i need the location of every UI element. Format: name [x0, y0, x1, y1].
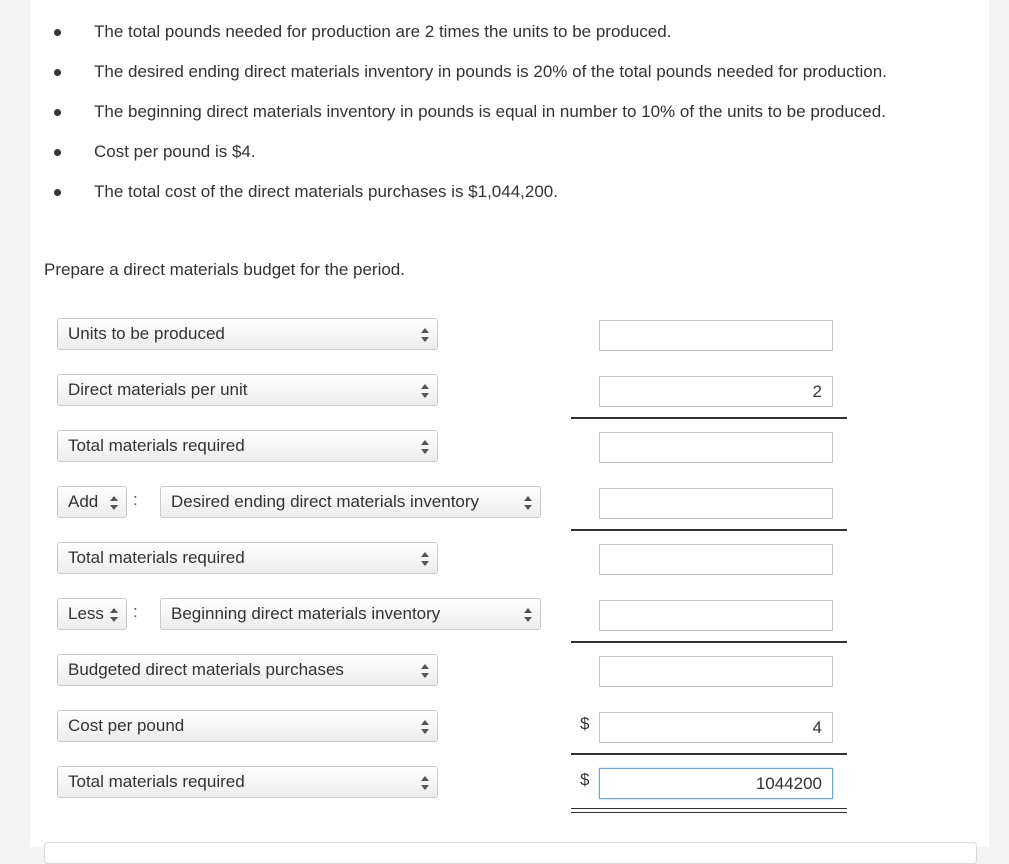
- list-item-text: Cost per pound is $4.: [94, 142, 256, 161]
- list-item-text: The total pounds needed for production are 2 times the units to be produced.: [94, 22, 672, 41]
- line-item-dropdown[interactable]: [57, 374, 438, 406]
- budget-row-total-materials-required: [30, 542, 989, 598]
- updown-arrows-icon: [421, 664, 429, 678]
- budget-row-total-cost: [30, 766, 989, 822]
- line-item-dropdown-value: Units to be produced: [68, 324, 225, 343]
- updown-arrows-icon: [524, 608, 532, 622]
- updown-arrows-icon: [110, 608, 118, 622]
- list-item-text: The total cost of the direct materials purchases is $1,044,200.: [94, 182, 558, 201]
- bullet-dot: [54, 109, 61, 116]
- line-item-dropdown[interactable]: [57, 318, 438, 350]
- line-item-dropdown-value: Total materials required: [68, 436, 245, 455]
- budget-row-cost-per-pound: [30, 710, 989, 766]
- amount-input[interactable]: [599, 656, 833, 687]
- list-item: [30, 12, 970, 52]
- line-item-dropdown-value: Budgeted direct materials purchases: [68, 660, 344, 679]
- bullet-dot: [54, 29, 61, 36]
- updown-arrows-icon: [110, 496, 118, 510]
- list-item: [30, 172, 970, 212]
- budget-row-direct-materials-per-unit: [30, 374, 989, 430]
- line-item-dropdown[interactable]: [160, 486, 541, 518]
- currency-symbol: $: [580, 714, 590, 733]
- budget-row-budgeted-purchases: [30, 654, 989, 710]
- line-item-dropdown[interactable]: [57, 430, 438, 462]
- line-item-dropdown-value: Total materials required: [68, 772, 245, 791]
- updown-arrows-icon: [421, 440, 429, 454]
- line-item-dropdown[interactable]: [57, 654, 438, 686]
- amount-input[interactable]: [599, 712, 833, 743]
- updown-arrows-icon: [421, 384, 429, 398]
- bullet-dot: [54, 69, 61, 76]
- operator-dropdown-value: Add: [68, 492, 99, 511]
- amount-input[interactable]: [599, 600, 833, 631]
- updown-arrows-icon: [421, 328, 429, 342]
- budget-row-total-materials-required: [30, 430, 989, 486]
- amount-input[interactable]: [599, 320, 833, 351]
- list-item: [30, 52, 970, 92]
- colon-separator: :: [133, 490, 138, 509]
- budget-row-desired-ending-inventory: [30, 486, 989, 542]
- updown-arrows-icon: [421, 720, 429, 734]
- currency-symbol: $: [580, 770, 590, 789]
- list-item-text: The beginning direct materials inventory in pounds is equal in number to 10% of the units to be produced.: [94, 102, 886, 121]
- line-item-dropdown-value: Beginning direct materials inventory: [171, 604, 441, 623]
- problem-panel: [30, 0, 989, 847]
- line-item-dropdown-value: Direct materials per unit: [68, 380, 248, 399]
- line-item-dropdown-value: Desired ending direct materials inventory: [171, 492, 480, 511]
- instruction-text: Prepare a direct materials budget for the period.: [44, 260, 405, 279]
- bullet-dot: [54, 189, 61, 196]
- amount-input[interactable]: [599, 768, 833, 799]
- amount-input[interactable]: [599, 544, 833, 575]
- amount-input[interactable]: [599, 432, 833, 463]
- line-item-dropdown[interactable]: [57, 766, 438, 798]
- list-item: [30, 92, 970, 132]
- line-item-dropdown-value: Total materials required: [68, 548, 245, 567]
- line-item-dropdown[interactable]: [57, 710, 438, 742]
- line-item-dropdown-value: Cost per pound: [68, 716, 185, 735]
- operator-dropdown-value: Less: [68, 604, 104, 623]
- subtotal-rule: [571, 641, 847, 643]
- updown-arrows-icon: [421, 776, 429, 790]
- colon-separator: :: [133, 602, 138, 621]
- budget-row-units-to-be-produced: [30, 318, 989, 374]
- subtotal-rule: [571, 753, 847, 755]
- budget-row-beginning-inventory: [30, 598, 989, 654]
- next-section-box: [44, 842, 977, 864]
- line-item-dropdown[interactable]: [160, 598, 541, 630]
- operator-dropdown[interactable]: [57, 486, 127, 518]
- subtotal-rule: [571, 529, 847, 531]
- operator-dropdown[interactable]: [57, 598, 127, 630]
- updown-arrows-icon: [421, 552, 429, 566]
- amount-input[interactable]: [599, 376, 833, 407]
- subtotal-rule: [571, 417, 847, 419]
- list-item: [30, 132, 970, 172]
- amount-input[interactable]: [599, 488, 833, 519]
- updown-arrows-icon: [524, 496, 532, 510]
- bullet-dot: [54, 149, 61, 156]
- list-item-text: The desired ending direct materials inventory in pounds is 20% of the total pounds needed for production.: [94, 62, 887, 81]
- total-double-rule: [571, 808, 847, 813]
- line-item-dropdown[interactable]: [57, 542, 438, 574]
